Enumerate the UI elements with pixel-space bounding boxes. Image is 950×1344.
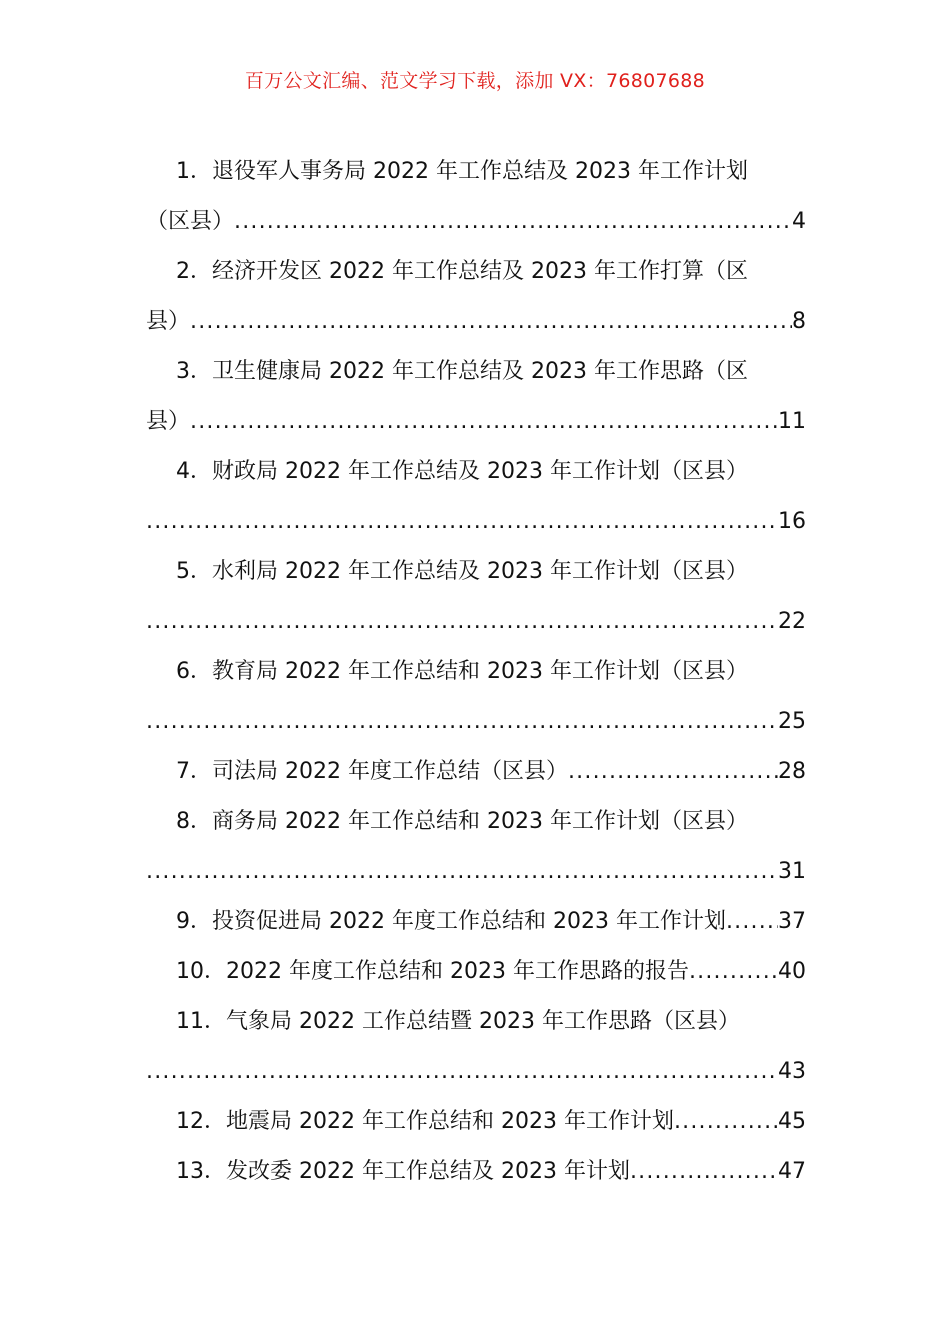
toc-entry-3-cont[interactable] bbox=[146, 397, 806, 447]
header-watermark-text: 百万公文汇编、范文学习下载，添加 VX：76807688 bbox=[244, 70, 706, 92]
toc-entry-1-cont[interactable] bbox=[146, 197, 806, 247]
toc-title: 经济开发区 2022 年工作总结及 2023 年工作打算（区 bbox=[212, 259, 748, 284]
toc-title: 卫生健康局 2022 年工作总结及 2023 年工作思路（区 bbox=[212, 359, 748, 384]
toc-page-number: 45 bbox=[778, 1109, 806, 1134]
toc-number: 5． bbox=[176, 559, 212, 584]
toc-entry-6-cont[interactable] bbox=[146, 697, 806, 747]
toc-entry-9[interactable] bbox=[146, 897, 806, 947]
toc-title: 发改委 2022 年工作总结及 2023 年计划 bbox=[226, 1159, 630, 1184]
toc-leader bbox=[234, 197, 792, 247]
toc-title: 地震局 2022 年工作总结和 2023 年工作计划 bbox=[226, 1109, 674, 1134]
toc-entry-4-cont[interactable] bbox=[146, 497, 806, 547]
toc-entry-6[interactable] bbox=[146, 647, 806, 697]
toc-entry-12[interactable] bbox=[146, 1097, 806, 1147]
toc-number: 2． bbox=[176, 259, 212, 284]
toc-number: 4． bbox=[176, 459, 212, 484]
toc-title: 财政局 2022 年工作总结及 2023 年工作计划（区县） bbox=[212, 459, 748, 484]
toc-title-cont: 县） bbox=[146, 409, 191, 434]
toc-page-number: 28 bbox=[778, 759, 806, 784]
toc-number: 9． bbox=[176, 909, 212, 934]
toc-title: 退役军人事务局 2022 年工作总结及 2023 年工作计划 bbox=[212, 159, 748, 184]
toc-title: 商务局 2022 年工作总结和 2023 年工作计划（区县） bbox=[212, 809, 748, 834]
toc-entry-13[interactable] bbox=[146, 1147, 806, 1197]
toc-entry-3[interactable] bbox=[146, 347, 806, 397]
toc-leader bbox=[146, 497, 778, 547]
toc-leader bbox=[568, 747, 778, 797]
toc-entry-10[interactable] bbox=[146, 947, 806, 997]
toc-page-number: 31 bbox=[778, 859, 806, 884]
toc-title: 教育局 2022 年工作总结和 2023 年工作计划（区县） bbox=[212, 659, 748, 684]
toc-entry-11-cont[interactable] bbox=[146, 1047, 806, 1097]
toc-leader bbox=[146, 1047, 778, 1097]
toc-title: 气象局 2022 工作总结暨 2023 年工作思路（区县） bbox=[226, 1009, 740, 1034]
toc-title-cont: 县） bbox=[146, 309, 191, 334]
toc-title: 投资促进局 2022 年度工作总结和 2023 年工作计划 bbox=[212, 909, 726, 934]
toc-page-number: 37 bbox=[778, 909, 806, 934]
toc-number: 11． bbox=[176, 1009, 226, 1034]
toc-entry-5-cont[interactable] bbox=[146, 597, 806, 647]
toc-leader bbox=[146, 697, 778, 747]
toc-title: 水利局 2022 年工作总结及 2023 年工作计划（区县） bbox=[212, 559, 748, 584]
toc-entry-8[interactable] bbox=[146, 797, 806, 847]
toc-number: 13． bbox=[176, 1159, 226, 1184]
toc-entry-4[interactable] bbox=[146, 447, 806, 497]
toc-leader bbox=[689, 947, 778, 997]
toc-number: 3． bbox=[176, 359, 212, 384]
toc-leader bbox=[190, 397, 778, 447]
toc-number: 10． bbox=[176, 959, 226, 984]
toc-entry-11[interactable] bbox=[146, 997, 806, 1047]
toc-title: 司法局 2022 年度工作总结（区县） bbox=[212, 759, 568, 784]
toc-entry-2[interactable] bbox=[146, 247, 806, 297]
toc-page-number: 47 bbox=[778, 1159, 806, 1184]
toc-page-number: 4 bbox=[792, 209, 806, 234]
toc-entry-1[interactable] bbox=[146, 147, 806, 197]
toc-leader bbox=[146, 597, 778, 647]
table-of-contents bbox=[146, 147, 806, 1197]
toc-page-number: 40 bbox=[778, 959, 806, 984]
toc-page-number: 11 bbox=[778, 409, 806, 434]
toc-title: 2022 年度工作总结和 2023 年工作思路的报告 bbox=[226, 959, 689, 984]
toc-leader bbox=[146, 847, 778, 897]
toc-number: 12． bbox=[176, 1109, 226, 1134]
toc-leader bbox=[674, 1097, 778, 1147]
toc-entry-2-cont[interactable] bbox=[146, 297, 806, 347]
toc-entry-8-cont[interactable] bbox=[146, 847, 806, 897]
toc-page-number: 8 bbox=[792, 309, 806, 334]
toc-number: 8． bbox=[176, 809, 212, 834]
toc-leader bbox=[190, 297, 792, 347]
toc-title-cont: （区县） bbox=[146, 209, 235, 234]
toc-entry-7[interactable] bbox=[146, 747, 806, 797]
toc-leader bbox=[726, 897, 778, 947]
toc-number: 7． bbox=[176, 759, 212, 784]
toc-page-number: 25 bbox=[778, 709, 806, 734]
toc-page-number: 43 bbox=[778, 1059, 806, 1084]
toc-number: 1． bbox=[176, 159, 212, 184]
toc-page-number: 22 bbox=[778, 609, 806, 634]
toc-entry-5[interactable] bbox=[146, 547, 806, 597]
toc-leader bbox=[630, 1147, 778, 1197]
toc-number: 6． bbox=[176, 659, 212, 684]
toc-page-number: 16 bbox=[778, 509, 806, 534]
